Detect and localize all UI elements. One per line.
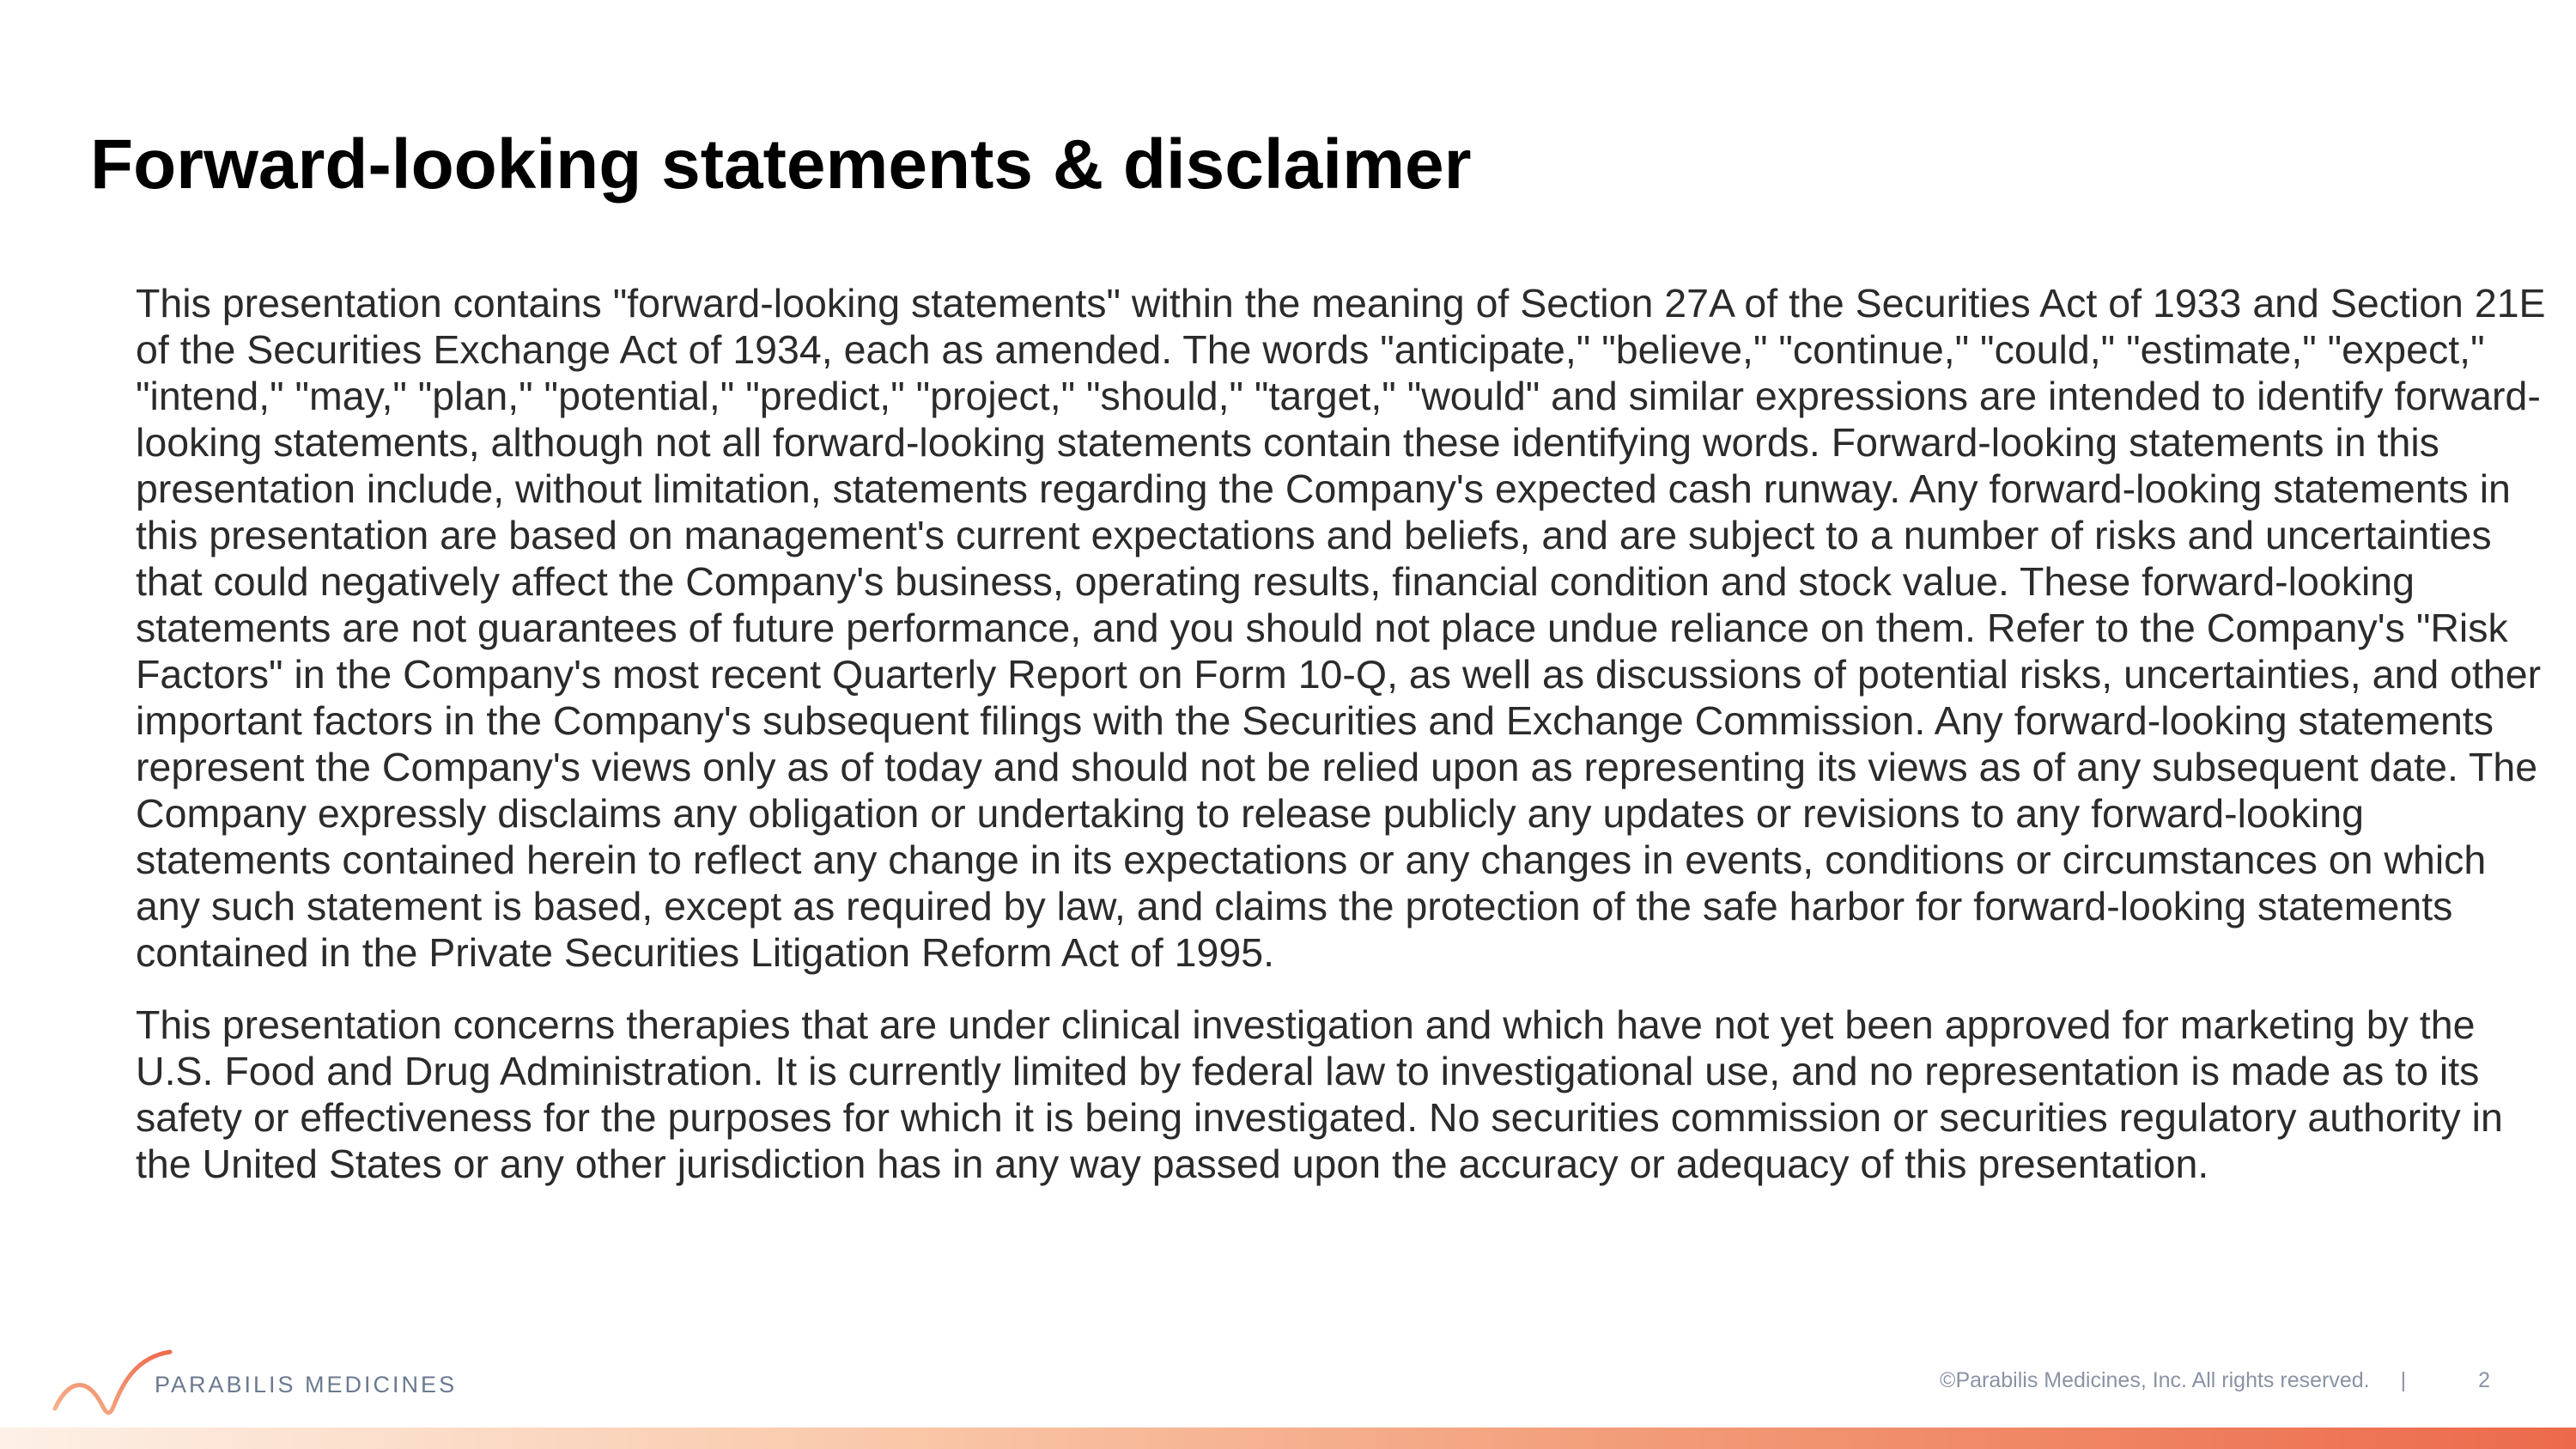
footer-info (1940, 1368, 2490, 1393)
company-logo (50, 1340, 462, 1426)
copyright-text: ©Parabilis Medicines, Inc. All rights reserved. (1940, 1368, 2370, 1392)
forward-looking-paragraph: This presentation contains "forward-looking statements" within the meaning of Section 27A of the Securities Act of 1933 and Section 21E of the Securities Exchange Act of 1934, each as amended. The words "anticipate," "believe," "continue," "could," "estimate," "expect," "intend," "may," "plan," "potential," "predict," "project," "should," "target," "would" and similar expressions are intended to identify forward-looking statements, although not all forward-looking statements contain these identifying words. Forward-looking statements in this presentation include, without limitation, statements regarding the Company's expected cash runway. Any forward-looking statements in this presentation are based on management's current expectations and beliefs, and are subject to a number of risks and uncertainties that could negatively affect the Company's business, operating results, financial condition and stock value. These forward-looking statements are not guarantees of future performance, and you should not place undue reliance on them. Refer to the Company's "Risk Factors" in the Company's most recent Quarterly Report on Form 10-Q, as well as discussions of potential risks, uncertainties, and other important factors in the Company's subsequent filings with the Securities and Exchange Commission. Any forward-looking statements represent the Company's views only as of today and should not be relied upon as representing its views as of any subsequent date. The Company expressly disclaims any obligation or undertaking to release publicly any updates or revisions to any forward-looking statements contained herein to reflect any change in its expectations or any changes in events, conditions or circumstances on which any such statement is based, except as required by law, and claims the protection of the safe harbor for forward-looking statements contained in the Private Securities Litigation Reform Act of 1995. (136, 281, 2546, 975)
disclaimer-body (136, 280, 2557, 1213)
investigational-paragraph: This presentation concerns therapies that are under clinical investigation and which have not yet been approved for marketing by the U.S. Food and Drug Administration. It is currently limited by federal law to investigational use, and no representation is made as to its safety or effectiveness for the purposes for which it is being investigated. No securities commission or securities regulatory authority in the United States or any other jurisdiction has in any way passed upon the accuracy or adequacy of this presentation. (136, 1002, 2503, 1186)
logo-text: PARABILIS MEDICINES (155, 1372, 458, 1397)
footer-separator: | (2400, 1368, 2407, 1392)
slide-title: Forward-looking statements & disclaimer (90, 125, 1472, 204)
accent-bar (0, 1428, 2576, 1449)
page-number: 2 (2478, 1368, 2490, 1392)
